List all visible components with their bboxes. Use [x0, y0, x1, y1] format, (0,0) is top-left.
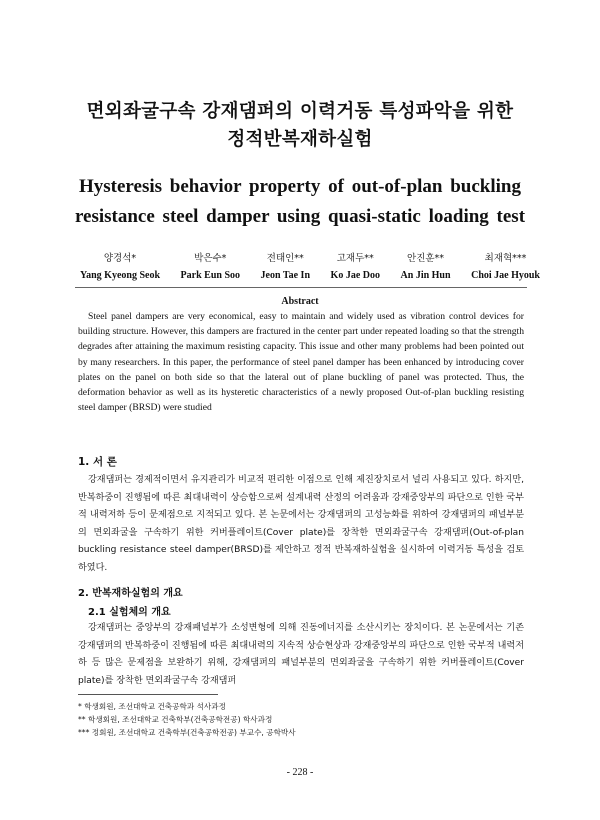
subsection-heading-specimen: 2.1 실험체의 개요: [88, 607, 171, 618]
english-title-line2: resistance steel damper using quasi-static loading test: [74, 206, 526, 227]
author-english-name: An Jin Hun: [400, 270, 451, 281]
author-english-name: Ko Jae Doo: [330, 270, 380, 281]
footnotes: [78, 700, 524, 739]
title-divider: [75, 287, 527, 288]
author: [401, 250, 451, 284]
subsection-body-specimen: 강재댐퍼는 중앙부의 강재패널부가 소성변형에 의해 진동에너지를 소산시키는 장치이다. 본 논문에서는 기존 강재댐퍼의 반복하중이 진행됨에 따른 최대내력의 지속적 상승현상과 강재중앙부의 파단으로 인한 국부적 내력저하 등 많은 문제점을 보완하기 위해, 강재댐퍼의 패널부분의 면외좌굴을 구속하기 위한 커버플레이트(Cover plate)를 장착한 면외좌굴구속 강재댐퍼: [78, 623, 524, 686]
author: [80, 250, 160, 284]
author-english-name: Park Eun Soo: [180, 270, 241, 281]
footnote: *** 정회원, 조선대학교 건축학부(건축공학전공) 부교수, 공학박사: [78, 728, 296, 737]
author-english-name: Choi Jae Hyouk: [471, 270, 540, 281]
author: [181, 250, 240, 284]
abstract-text: Steel panel dampers are very economical, easy to maintain and widely used as vibration control devices for building structure. However, this dampers are fractured in the center part under repeated loading so that the strength degrades after attaining the maximum resisting capacity. This issue and other many problems had been pointed out by many researchers. In this paper, the performance of steel panel damper has been enhanced by introducing cover plates on the panel on both side so that the lateral out of plane buckling of panel was protected. Thus, the deformation behavior as well as its hysteretic characteristics of a newly proposed Out-of-plan buckling resisting steel damper (BRSD) were studied: [78, 311, 524, 414]
footnote-divider: [78, 694, 218, 695]
author-english-name: Jeon Tae In: [260, 270, 311, 281]
author-korean-name: 전태인**: [266, 253, 304, 264]
korean-title: [0, 98, 600, 154]
author-list: [80, 250, 540, 284]
author-korean-name: 박은수*: [194, 253, 227, 264]
footnote: * 학생회원, 조선대학교 건축공학과 석사과정: [78, 702, 226, 711]
korean-title-line2: 정적반복재하실험: [227, 129, 373, 150]
page-number: - 228 -: [286, 767, 314, 778]
english-title: [0, 172, 600, 232]
english-title-line1: Hysteresis behavior property of out-of-plan buckling: [79, 176, 521, 197]
korean-title-line1: 면외좌굴구속 강재댐퍼의 이력거동 특성파악을 위한: [86, 101, 514, 122]
section-heading-introduction: 1. 서 론: [78, 456, 117, 468]
author-english-name: Yang Kyeong Seok: [80, 270, 161, 281]
author-korean-name: 안진훈**: [407, 253, 445, 264]
author-korean-name: 양경석*: [103, 253, 137, 264]
author: [261, 250, 310, 284]
author-korean-name: 고재두**: [336, 253, 374, 264]
abstract-heading: Abstract: [281, 296, 319, 307]
section-heading-test-overview: 2. 반복재하실험의 개요: [78, 588, 183, 599]
author-korean-name: 최재혁***: [484, 253, 527, 264]
author: [471, 250, 540, 284]
author: [331, 250, 380, 284]
section-body-introduction: 강재댐퍼는 경제적이면서 유지관리가 비교적 편리한 이점으로 인해 제진장치로서 널리 사용되고 있다. 하지만, 반복하중이 진행됨에 따른 최대내력이 상승함으로써 설계내력 산정의 어려움과 강재중앙부의 파단으로 인한 국부적 내력저하 등이 문제점으로 지적되고 있다. 본 논문에서는 강재댐퍼의 고성능화를 위하여 강재댐퍼의 패널부분의 면외좌굴을 구속하기 위한 커버플레이트(Cover plate)를 장착한 면외좌굴구속 강재댐퍼(Out-of-plan buckling resistance steel damper(BRSD)를 제안하고 정적 반복재하실험을 실시하여 이력거동 특성을 검토하였다.: [78, 475, 524, 573]
footnote: ** 학생회원, 조선대학교 건축학부(건축공학전공) 학사과정: [78, 715, 273, 724]
